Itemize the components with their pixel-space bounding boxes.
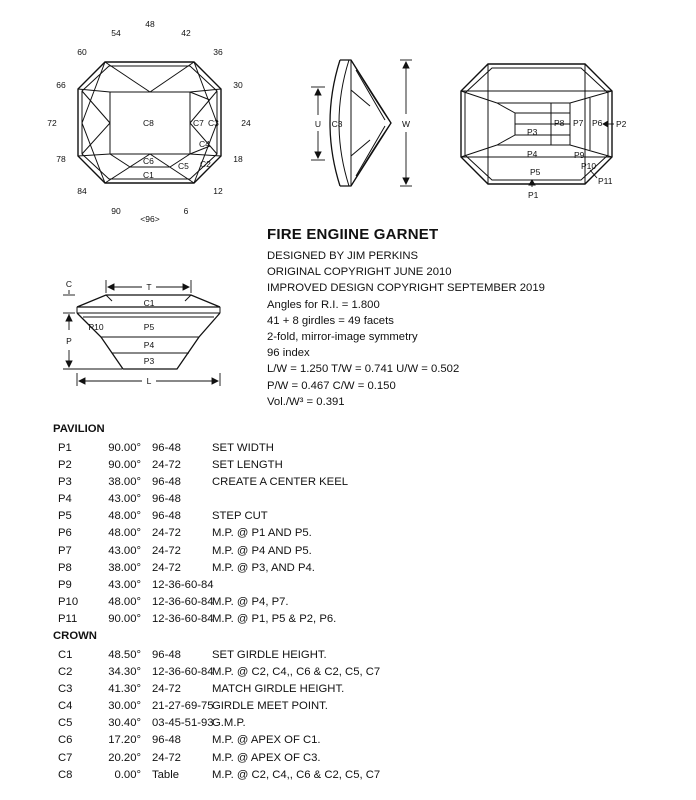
index-66: 66 (56, 80, 66, 90)
index-36: 36 (213, 47, 223, 57)
facet-note: CREATE A CENTER KEEL (212, 476, 349, 489)
facet-id: C7 (58, 751, 73, 764)
l-dimension-label: L (146, 376, 152, 386)
index-54: 54 (111, 28, 121, 38)
index-12: 12 (213, 186, 223, 196)
p3-label: P3 (527, 127, 538, 137)
facet-id: P9 (58, 578, 72, 591)
facet-id: C8 (58, 768, 73, 781)
p9-label: P9 (574, 150, 585, 160)
p4-label: P4 (527, 149, 538, 159)
facet-index: 24-72 (152, 527, 181, 540)
facet-id: P3 (58, 476, 72, 489)
refractive-index-line: Angles for R.I. = 1.800 (267, 298, 380, 311)
facet-angle: 90.00° (108, 459, 141, 472)
p5-label: P5 (530, 167, 541, 177)
volume-line: Vol./W³ = 0.391 (267, 395, 345, 408)
facet-id: P1 (58, 442, 72, 454)
facet-index: 24-72 (152, 544, 181, 557)
facet-index: 24-72 (152, 459, 181, 472)
facet-index: 96-48 (152, 649, 181, 661)
facet-id: P7 (58, 544, 72, 557)
p1-label: P1 (528, 190, 539, 200)
facet-angle: 38.00° (108, 561, 141, 574)
facet-count-line: 41 + 8 girdles = 49 facets (267, 314, 394, 327)
c1-label: C1 (143, 170, 154, 180)
facet-note: STEP CUT (212, 510, 268, 523)
facet-angle: 48.00° (108, 595, 141, 608)
facet-index: 24-72 (152, 561, 181, 574)
facet-note: M.P. @ APEX OF C1. (212, 734, 321, 747)
facet-id: P6 (58, 527, 72, 540)
index-line: 96 index (267, 347, 310, 360)
facet-id: C6 (58, 734, 73, 747)
designer-line: DESIGNED BY JIM PERKINS (267, 250, 419, 262)
facet-angle: 48.00° (108, 527, 141, 540)
facet-angle: 43.00° (108, 544, 141, 557)
facet-index: 96-48 (152, 493, 181, 506)
facet-note: M.P. @ APEX OF C3. (212, 751, 321, 764)
facet-note: M.P. @ C2, C4,, C6 & C2, C5, C7 (212, 666, 381, 679)
facet-note: M.P. @ P1, P5 & P2, P6. (212, 612, 337, 625)
facet-note: SET GIRDLE HEIGHT. (212, 649, 327, 661)
facet-id: C2 (58, 666, 73, 679)
facet-index: Table (152, 768, 180, 781)
index-24: 24 (241, 118, 251, 128)
facet-angle: 43.00° (108, 578, 141, 591)
facet-note: M.P. @ P1 AND P5. (212, 527, 312, 540)
facet-note: M.P. @ C2, C4,, C6 & C2, C5, C7 (212, 768, 381, 781)
index-6: 6 (183, 206, 189, 216)
facet-index: 21-27-69-75 (152, 700, 214, 713)
p5-profile-label: P5 (143, 322, 155, 332)
facet-angle: 48.50° (108, 649, 141, 661)
c-dimension-label: C (65, 279, 73, 289)
design-info (267, 248, 545, 410)
index-84: 84 (77, 186, 87, 196)
p10-label: P10 (581, 161, 597, 171)
facet-note: MATCH GIRDLE HEIGHT. (212, 683, 345, 696)
ratio-line-1: L/W = 1.250 T/W = 0.741 U/W = 0.502 (267, 363, 460, 376)
facet-angle: 30.40° (108, 717, 141, 730)
facet-index: 24-72 (152, 683, 181, 696)
facet-note: SET LENGTH (212, 459, 283, 472)
index-90: 90 (111, 206, 121, 216)
crown-facet-labels (143, 118, 219, 180)
facet-id: P2 (58, 459, 72, 472)
facet-index: 96-48 (152, 734, 181, 747)
c2-label: C2 (200, 159, 211, 169)
facet-note: M.P. @ P4, P7. (212, 595, 289, 608)
pavilion-heading: PAVILION (53, 423, 105, 435)
facet-angle: 34.30° (108, 666, 141, 679)
improved-copyright-line: IMPROVED DESIGN COPYRIGHT SEPTEMBER 2019 (267, 282, 545, 295)
facet-id: P10 (58, 595, 79, 608)
facet-angle: 38.00° (108, 476, 141, 489)
facet-angle: 17.20° (108, 734, 141, 747)
facet-angle: 20.20° (108, 751, 141, 764)
p2-label: P2 (616, 119, 627, 129)
index-48: 48 (145, 19, 155, 29)
facet-note: SET WIDTH (212, 442, 274, 454)
facet-note: GIRDLE MEET POINT. (212, 700, 328, 713)
t-dimension-label: T (146, 282, 152, 292)
c3-label: C3 (208, 118, 219, 128)
p7-label: P7 (573, 118, 584, 128)
index-72: 72 (47, 118, 57, 128)
facet-id: C5 (58, 717, 73, 730)
facet-angle: 48.00° (108, 510, 141, 523)
p4-profile-label: P4 (143, 340, 155, 350)
index-78: 78 (56, 154, 66, 164)
facet-id: C1 (58, 649, 73, 661)
p11-label: P11 (598, 176, 613, 186)
index-30: 30 (233, 80, 243, 90)
p8-label: P8 (554, 118, 565, 128)
side-view-labels (315, 119, 410, 129)
facet-angle: 0.00° (114, 768, 141, 781)
p-dimension-label: P (66, 336, 72, 346)
facet-index: 24-72 (152, 751, 181, 764)
u-label: U (314, 119, 322, 129)
p10-profile-label: P10 (88, 322, 104, 332)
facet-id: C3 (58, 683, 73, 696)
c3-side-label: C3 (331, 119, 343, 129)
facet-id: C4 (58, 700, 73, 713)
facet-index: 12-36-60-84 (152, 666, 214, 679)
p6-label: P6 (592, 118, 603, 128)
facet-angle: 90.00° (108, 442, 141, 454)
facet-index: 03-45-51-93 (152, 717, 214, 730)
facet-index: 12-36-60-84 (152, 578, 214, 591)
p3-profile-label: P3 (143, 356, 155, 366)
design-title: FIRE ENGIINE GARNET (267, 226, 439, 243)
index-60: 60 (77, 47, 87, 57)
original-copyright-line: ORIGINAL COPYRIGHT JUNE 2010 (267, 266, 452, 279)
facet-index: 96-48 (152, 510, 181, 523)
c1-profile-label: C1 (143, 298, 155, 308)
c7-label: C7 (193, 118, 204, 128)
w-label: W (401, 119, 411, 129)
c5-label: C5 (178, 161, 189, 171)
crown-heading: CROWN (53, 630, 97, 642)
facet-note: M.P. @ P3, AND P4. (212, 561, 315, 574)
facet-id: P8 (58, 561, 72, 574)
c8-label: C8 (143, 118, 154, 128)
facet-note: M.P. @ P4 AND P5. (212, 544, 312, 557)
facet-angle: 43.00° (108, 493, 141, 506)
facet-note: G.M.P. (212, 717, 246, 730)
facet-index: 12-36-60-84 (152, 612, 214, 625)
index-96: <96> (140, 214, 160, 224)
profile-dimensions (63, 280, 220, 386)
symmetry-line: 2-fold, mirror-image symmetry (267, 331, 418, 344)
facet-angle: 30.00° (108, 700, 141, 713)
c4-label: C4 (199, 139, 210, 149)
facet-angle: 41.30° (108, 683, 141, 696)
index-18: 18 (233, 154, 243, 164)
index-42: 42 (181, 28, 191, 38)
facet-index: 96-48 (152, 476, 181, 489)
facet-id: P4 (58, 493, 72, 506)
facet-index: 96-48 (152, 442, 181, 454)
facet-id: P5 (58, 510, 72, 523)
facet-angle: 90.00° (108, 612, 141, 625)
facet-index: 12-36-60-84 (152, 595, 214, 608)
facet-id: P11 (58, 612, 78, 625)
c6-label: C6 (143, 156, 154, 166)
ratio-line-2: P/W = 0.467 C/W = 0.150 (267, 379, 396, 392)
